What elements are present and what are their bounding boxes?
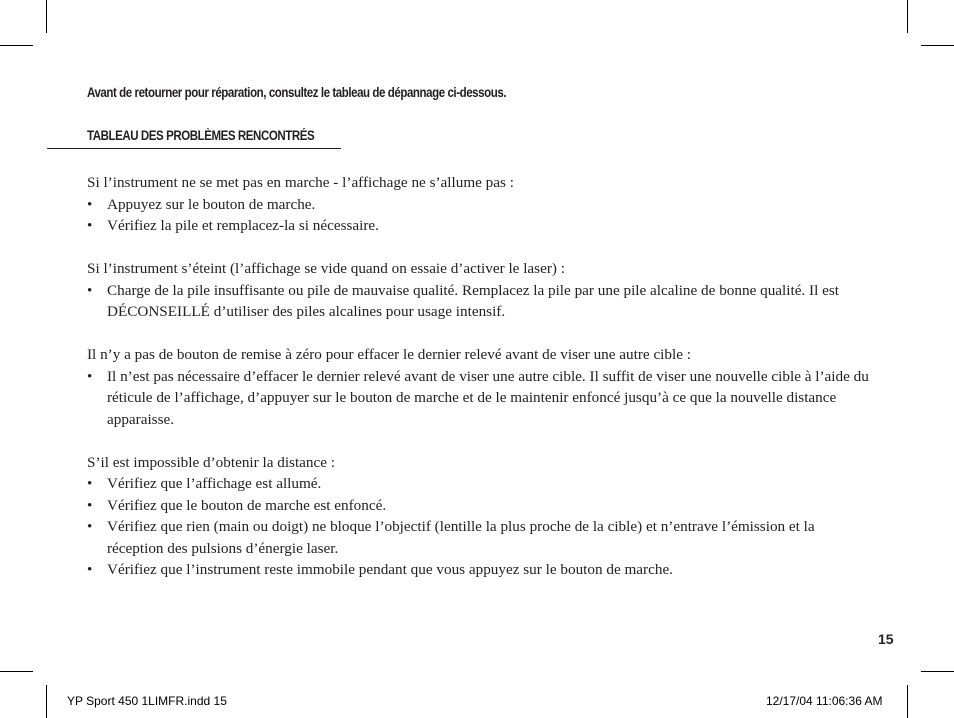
crop-mark-top-left-vertical — [46, 0, 47, 33]
slug-file-name: YP Sport 450 1LIMFR.indd 15 — [67, 694, 227, 708]
page-number: 15 — [878, 631, 894, 647]
crop-mark-bottom-right-vertical — [907, 685, 908, 718]
solution-item — [87, 366, 869, 431]
solution-text: Il n’est pas nécessaire d’effacer le dernier relevé avant de viser une autre cible. Il suffit de viser une nouvelle cible à l’aide du réticule de l’affichage, d’appuyer sur le bouton de marche et de le maintenir enfoncé jusqu’à ce que la nouvelle distance apparaisse. — [107, 367, 869, 428]
crop-mark-bottom-right-horizontal — [921, 671, 954, 672]
problem-statement: Si l’instrument ne se met pas en marche - l’affichage ne s’allume pas : — [87, 174, 514, 191]
slug-date-time: 12/17/04 11:06:36 AM — [766, 694, 883, 708]
troubleshooting-section — [87, 172, 869, 237]
solution-item — [87, 215, 869, 237]
solution-list — [87, 366, 869, 431]
problem-statement: Si l’instrument s’éteint (l’affichage se vide quand on essaie d’activer le laser) : — [87, 260, 565, 277]
crop-mark-top-left-horizontal — [0, 45, 33, 46]
crop-mark-top-right-vertical — [907, 0, 908, 33]
bullet-icon: • — [87, 281, 93, 299]
troubleshooting-content — [87, 172, 869, 602]
solution-item — [87, 194, 869, 216]
bullet-icon: • — [87, 561, 93, 578]
troubleshooting-section — [87, 258, 869, 323]
solution-item — [87, 280, 869, 323]
solution-text: Vérifiez que l’affichage est allumé. — [107, 475, 322, 492]
solution-list — [87, 280, 869, 323]
solution-text: Vérifiez que l’instrument reste immobile pendant que vous appuyez sur le bouton de marche. — [107, 561, 673, 578]
solution-text: Appuyez sur le bouton de marche. — [107, 195, 316, 213]
bullet-icon: • — [87, 195, 93, 213]
bullet-icon: • — [87, 496, 93, 514]
crop-mark-bottom-left-vertical — [46, 685, 47, 718]
crop-mark-bottom-left-horizontal — [0, 671, 33, 672]
crop-mark-top-right-horizontal — [921, 45, 954, 46]
solution-text: Charge de la pile insuffisante ou pile de mauvaise qualité. Remplacez la pile par une pile alcaline de bonne qualité. Il est DÉCONSEILLÉ d’utiliser des piles alcalines pour usage intensif. — [107, 281, 839, 320]
solution-item — [87, 473, 869, 495]
solution-item — [87, 495, 869, 517]
title-underline — [47, 148, 341, 149]
troubleshooting-section — [87, 452, 869, 581]
troubleshooting-table-title: TABLEAU DES PROBLÈMES RENCONTRÉS — [87, 128, 315, 143]
page-heading: Avant de retourner pour réparation, consultez le tableau de dépannage ci-dessous. — [87, 85, 507, 100]
bullet-icon: • — [87, 217, 93, 234]
solution-item — [87, 516, 869, 559]
solution-text: Vérifiez que rien (main ou doigt) ne bloque l’objectif (lentille la plus proche de la cible) et n’entrave l’émission et la réception des pulsions d’énergie laser. — [107, 518, 815, 557]
problem-statement: Il n’y a pas de bouton de remise à zéro pour effacer le dernier relevé avant de viser une autre cible : — [87, 346, 691, 363]
solution-list — [87, 473, 869, 581]
solution-text: Vérifiez la pile et remplacez-la si nécessaire. — [107, 217, 379, 234]
solution-list — [87, 194, 869, 237]
bullet-icon: • — [87, 367, 93, 385]
troubleshooting-section — [87, 344, 869, 430]
solution-item — [87, 559, 869, 581]
solution-text: Vérifiez que le bouton de marche est enfoncé. — [107, 496, 387, 514]
bullet-icon: • — [87, 518, 93, 535]
problem-statement: S’il est impossible d’obtenir la distance : — [87, 453, 336, 471]
bullet-icon: • — [87, 475, 93, 492]
